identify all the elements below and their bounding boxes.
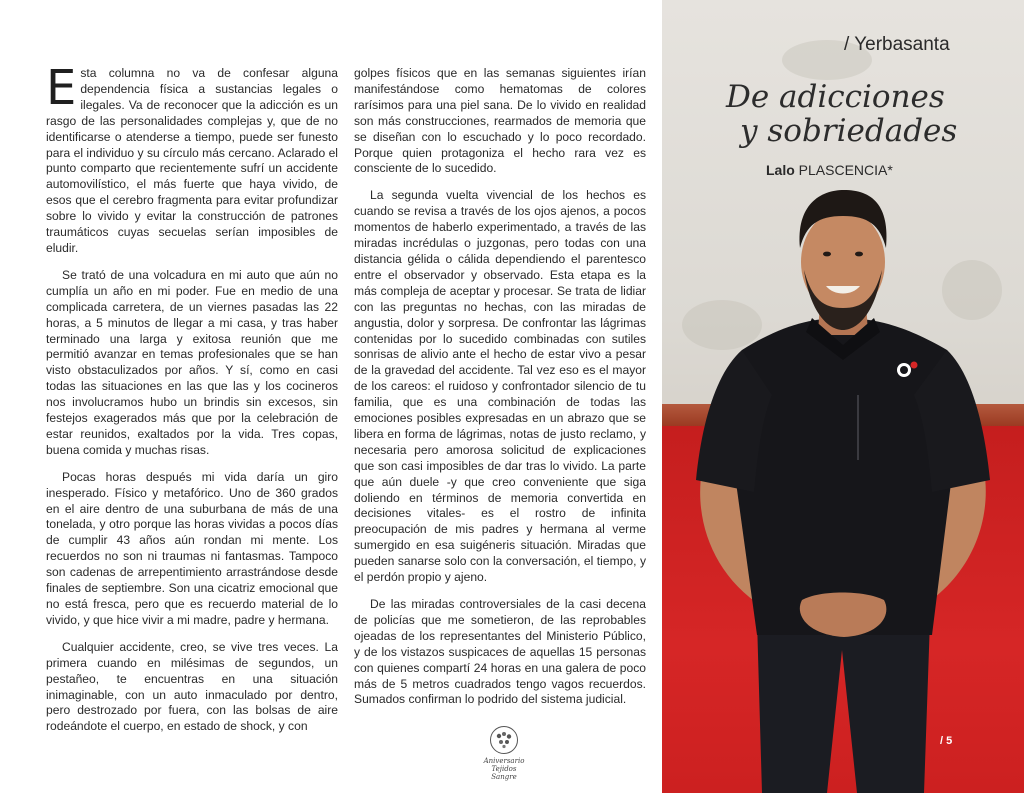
article-paragraph — [46, 60, 338, 257]
author-first-name: Lalo — [766, 162, 795, 178]
author-last-name: PLASCENCIA* — [798, 162, 893, 178]
author-byline — [766, 162, 893, 178]
title-line-1: De adicciones — [726, 79, 945, 115]
article-paragraph: Pocas horas después mi vida daría un giro inesperado. Físico y metafórico. Uno de 360 grados en el aire dentro de una suburbana de más de una tonelada, y otro porque las horas vividas a pocos días de cumplir 43 años aún rondan mi mente. Los recuerdos no son ni traumas ni fantasmas. Tampoco son cadenas de arrepentimiento arrastrándose desde finales de septiembre. Son una cicatriz emocional que no está fresca, pero que es recuerdo material de lo vivido, y que hice vivir a mi madre, padre y hermana. — [46, 469, 338, 627]
article-paragraph: golpes físicos que en las semanas siguientes irían manifestándose como hematomas de colores rarísimos para una piel sana. De lo vivido en realidad son más construcciones, rearmados de memoria que se diseñan con lo escuchado y lo poco recordado. Porque quien protagoniza el hecho rara vez es consciente de lo sucedido. — [354, 66, 646, 176]
article-column-2 — [354, 66, 646, 719]
article-paragraph: De las miradas controversiales de la casi decena de policías que me sometieron, de las reprobables ojeadas de los representantes del Ministerio Público, y de los vistazos suspicaces de aquellas 15 personas con quienes compartí 24 horas en una galera de poco más de 5 metros cuadrados tengo vagos recuerdos. Sumados confirman lo podrido del sistema judicial. — [354, 597, 646, 707]
article-title — [726, 80, 1016, 148]
page-number: / 5 — [940, 735, 953, 747]
article-paragraph: Se trató de una volcadura en mi auto que aún no cumplía un año en mi poder. Fue en medio de una complicada carretera, de un viernes pasadas las 22 horas, a 5 minutos de llegar a mi casa, y tras haber terminado una larga y exitosa reunión que me permitió avanzar en temas profesionales que se han visto obstaculizados por años. Y sí, como en casi todas las situaciones en las que las y los cocineros nos involucramos hubo un brindis sin excesos, sin festejos exagerados más que por la celebración de estar reunidos, exaltados por la vida. Tres copas, buena comida y muchas risas. — [46, 267, 338, 457]
article-paragraph: Cualquier accidente, creo, se vive tres veces. La primera cuando en milésimas de segundos, un pestañeo, te encuentras en una situación inimaginable, con un auto inmaculado por dentro, pero destrozado por fuera, con las bolsas de aire rodeándote el cuerpo, en estado de shock, y con — [46, 639, 338, 734]
section-label: / Yerbasanta — [844, 34, 950, 55]
title-line-2: y sobriedades — [740, 113, 958, 149]
cover-photo — [662, 0, 1024, 793]
logo-text: Aniversario Tejidos Sangre — [483, 757, 525, 781]
logo-emblem-icon — [490, 726, 518, 754]
drop-cap: E — [46, 60, 77, 116]
paragraph-text: sta columna no va de confesar alguna dependencia física a sustancias legales o ilegales. Va de reconocer que la adicción es un rasgo de las personalidades complejas y, que de no identificarse o atenderse a tiempo, puede ser funesto para el individuo y su círculo más cercano. Aclarado el punto comparto que recientemente sufrí un accidente automovilístico, el más fuerte que haya vivido, de esos que el cerebro fragmenta para evitar profundizar sobre lo vivido y evitar la construcción de patrones traumáticos cuyas secuelas serían imposibles de eludir. — [46, 66, 338, 255]
anniversary-logo — [478, 726, 530, 781]
article-paragraph: La segunda vuelta vivencial de los hechos es cuando se revisa a través de los ojos ajenos, a pocos momentos de haberlo experimentado, a través de las miradas incrédulas o juzgonas, pero todas con una distancia gélida o cálida dependiendo el parentesco entre el observador y observado. Esta etapa es la más compleja de aceptar y procesar. Se trata de lidiar con las preguntas no hechas, con las miradas de angustia, dolor y sorpresa. De confrontar las lágrimas contenidas por lo sucedido combinadas con sutiles sonrisas de alivio ante el hecho de estar vivo a pesar de la gravedad del accidente. Tal vez eso es el mayor de los careos: el ruidoso y confrontador silencio de tu familia, que es una combinación de todas las emociones posibles expresadas en un abrazo que se libera en forma de lágrimas, notas de justo reclamo, y necesaria pero amorosa solicitud de explicaciones que son casi imposibles de dar tras lo vivido. La parte que aún duele -y que creo conveniente que siga doliendo en términos de memoria convertida en decisiones vitales- es el rostro de infinita preocupación de mis padres y hermana al verme sumergido en esa suigéneris situación. Miradas que pueden sanarse solo con la conversación, el tiempo, y el perdón propio y ajeno. — [354, 188, 646, 585]
article-column-1 — [46, 60, 338, 746]
